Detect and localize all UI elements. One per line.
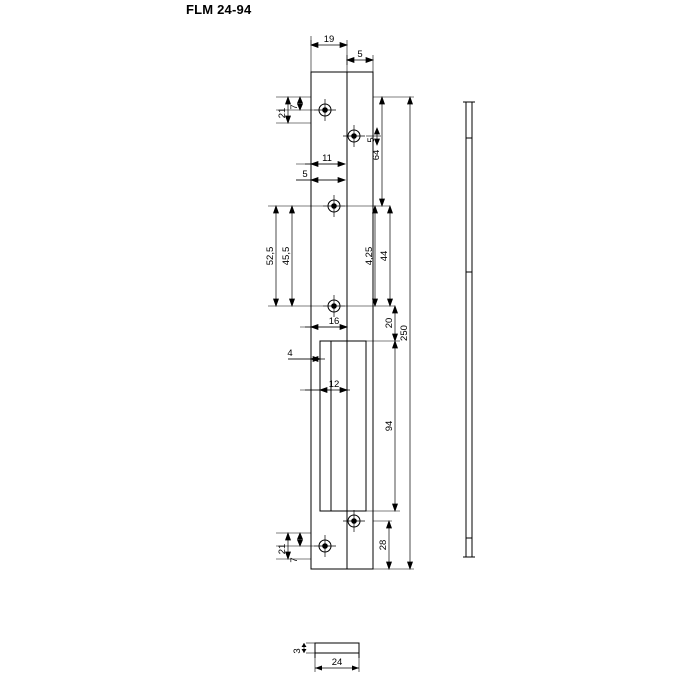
dim-label-94: 94: [384, 420, 395, 432]
dim-label-19: 19: [323, 34, 335, 45]
dim-label-21-bottom: 21: [277, 543, 288, 555]
dim-label-5-hole: 5: [366, 137, 377, 143]
dim-label-7-bottom: 7: [289, 557, 300, 563]
dim-label-24: 24: [331, 657, 343, 668]
dim-label-21-top: 21: [277, 107, 288, 119]
dim-label-64: 64: [371, 149, 382, 161]
screw-holes: [314, 99, 365, 557]
dim-label-4: 4: [287, 348, 293, 359]
dim-label-11: 11: [322, 153, 332, 164]
section-view: [302, 643, 360, 672]
dim-label-4-25: 4,25: [364, 246, 375, 266]
dim-label-5-second: 5: [302, 169, 308, 180]
dim-label-44: 44: [379, 250, 390, 262]
dim-label-16: 16: [328, 316, 340, 327]
page-title: FLM 24-94: [186, 2, 252, 17]
dim-label-28: 28: [378, 539, 389, 551]
dim-label-250: 250: [399, 325, 410, 341]
front-view-outline: [311, 72, 373, 569]
side-view: [463, 102, 475, 557]
dim-label-45-5: 45,5: [281, 246, 292, 266]
dim-label-7-top: 7: [289, 104, 300, 110]
dim-label-3: 3: [292, 648, 303, 654]
dim-label-20: 20: [384, 317, 395, 329]
dim-label-5-top: 5: [357, 49, 363, 60]
dim-label-12: 12: [328, 379, 340, 390]
dim-label-52-5: 52,5: [265, 246, 276, 266]
